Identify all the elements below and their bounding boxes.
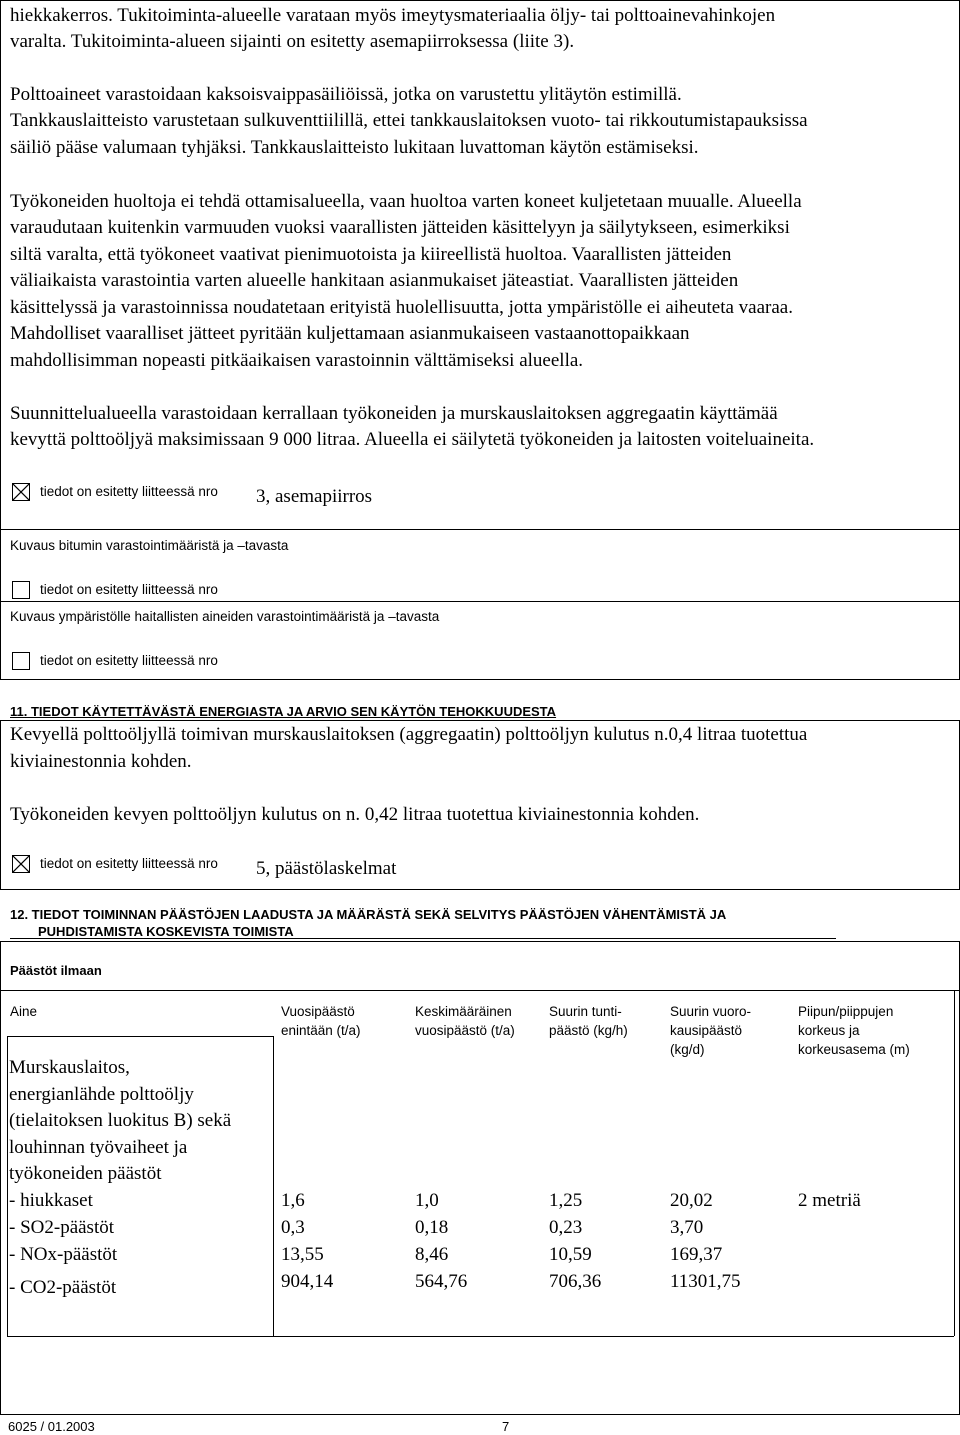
- para3-line7: mahdollisimman nopeasti pitkäaikaisen varastoinnin välttämiseksi alueella.: [10, 350, 584, 371]
- para4-line2: kevyttä polttoöljyä maksimissaan 9 000 litraa. Alueella ei säilytetä työkoneiden ja laitosten voiteluaineita.: [10, 429, 815, 450]
- attachment-value: 3, asemapiirros: [256, 486, 373, 507]
- attachment-label: tiedot on esitetty liitteessä nro: [40, 484, 218, 499]
- table-cell-vuoro: 3,70: [670, 1217, 704, 1238]
- para3-line2: varaudutaan kuitenkin varmuuden vuoksi vaarallisten jätteiden käsittelyyn ja säilytykseen, esimerkiksi: [10, 217, 790, 238]
- table-cell-keski: 1,0: [415, 1190, 439, 1211]
- source-line: louhinnan työvaiheet ja: [9, 1137, 188, 1158]
- heading-underline: [10, 938, 836, 939]
- checkmark-x-icon: [13, 856, 29, 872]
- table-border: [273, 1036, 274, 1336]
- para4-line1: Suunnittelualueella varastoidaan kerrallaan työkoneiden ja murskauslaitoksen aggregaatin käyttämää: [10, 403, 778, 424]
- col-header-tunti: Suurin tunti- päästö (kg/h): [549, 1004, 628, 1038]
- source-line: (tielaitoksen luokitus B) sekä: [9, 1110, 232, 1131]
- table-cell-tunti: 10,59: [549, 1244, 592, 1265]
- table-cell-tunti: 1,25: [549, 1190, 583, 1211]
- air-emissions-subheading: Päästöt ilmaan: [10, 963, 102, 978]
- para3-line3: siltä varalta, että työkoneet vaativat pienimuotoista ja kiireellistä huoltoa. Vaarallisten jätteiden: [10, 244, 732, 265]
- para2-line1: Polttoaineet varastoidaan kaksoisvaippasäiliöissä, jotka on varustettu ylitäytön estimillä.: [10, 84, 682, 105]
- table-cell-vuosi: 904,14: [281, 1271, 334, 1292]
- col-header-vuoro: Suurin vuoro- kausipäästö (kg/d): [670, 1004, 752, 1057]
- para2-line2: Tankkauslaitteisto varustetaan sulkuventtiilillä, ettei tankkauslaitoksen vuoto- tai rikkoutumistapauksissa: [10, 110, 808, 131]
- table-cell-vuoro: 11301,75: [670, 1271, 741, 1292]
- table-cell-tunti: 706,36: [549, 1271, 602, 1292]
- section-11-heading: 11. TIEDOT KÄYTETTÄVÄSTÄ ENERGIASTA JA ARVIO SEN KÄYTÖN TEHOKKUUDESTA: [10, 704, 557, 719]
- s11-attachment-label: tiedot on esitetty liitteessä nro: [40, 856, 218, 871]
- table-row-aine: - NOx-päästöt: [9, 1244, 118, 1265]
- section-12-heading-line1: 12. TIEDOT TOIMINNAN PÄÄSTÖJEN LAADUSTA JA MÄÄRÄSTÄ SEKÄ SELVITYS PÄÄSTÖJEN VÄHENTÄMISTÄ JA: [10, 907, 727, 922]
- table-cell-vuosi: 0,3: [281, 1217, 305, 1238]
- table-cell-vuosi: 13,55: [281, 1244, 324, 1265]
- attachment-checkbox-checked[interactable]: [12, 483, 30, 501]
- para3-line5: käsittelyssä ja varastoinnissa noudatetaan erityistä huolellisuutta, jotta ympäristölle ei aiheuteta vaaraa.: [10, 297, 793, 318]
- table-row-aine: - SO2-päästöt: [9, 1217, 115, 1238]
- table-border: [954, 990, 955, 1336]
- table-cell-tunti: 0,23: [549, 1217, 583, 1238]
- table-cell-keski: 564,76: [415, 1271, 468, 1292]
- divider: [0, 990, 960, 991]
- hazard-attachment-label: tiedot on esitetty liitteessä nro: [40, 653, 218, 668]
- s11-line3: Työkoneiden kevyen polttoöljyn kulutus on n. 0,42 litraa tuotettua kiviainestonnia kohden.: [10, 804, 700, 825]
- table-cell-vuoro: 20,02: [670, 1190, 713, 1211]
- s11-attachment-value: 5, päästölaskelmat: [256, 858, 397, 879]
- bitumen-attachment-label: tiedot on esitetty liitteessä nro: [40, 582, 218, 597]
- hazard-label: Kuvaus ympäristölle haitallisten aineiden varastointimääristä ja –tavasta: [10, 609, 440, 624]
- page-number: 7: [502, 1419, 510, 1434]
- table-border: [7, 1036, 8, 1336]
- section-12-heading-line2: PUHDISTAMISTA KOSKEVISTA TOIMISTA: [38, 924, 294, 939]
- s11-line2: kiviainestonnia kohden.: [10, 751, 192, 772]
- table-cell-vuosi: 1,6: [281, 1190, 305, 1211]
- table-row-aine: - hiukkaset: [9, 1190, 93, 1211]
- col-header-vuosi: Vuosipäästö enintään (t/a): [281, 1004, 361, 1038]
- bitumen-label: Kuvaus bitumin varastointimääristä ja –tavasta: [10, 538, 289, 553]
- source-line: työkoneiden päästöt: [9, 1163, 162, 1184]
- table-border: [7, 1336, 954, 1337]
- col-header-keski: Keskimääräinen vuosipäästö (t/a): [415, 1004, 515, 1038]
- bitumen-checkbox[interactable]: [12, 581, 30, 599]
- table-cell-piippu: 2 metriä: [798, 1190, 861, 1211]
- para1-line1: hiekkakerros. Tukitoiminta-alueelle varataan myös imeytysmateriaalia öljy- tai polttoainevahinkojen: [10, 5, 776, 26]
- hazard-checkbox[interactable]: [12, 652, 30, 670]
- form-code: 6025 / 01.2003: [8, 1419, 95, 1434]
- source-line: Murskauslaitos,: [9, 1057, 130, 1078]
- para1-line2: varalta. Tukitoiminta-alueen sijainti on esitetty asemapiirroksessa (liite 3).: [10, 31, 575, 52]
- aine-cell-border: [7, 1036, 273, 1037]
- para3-line6: Mahdolliset vaaralliset jätteet pyritään kuljettamaan asianmukaiseen vastaanottopaikkaan: [10, 323, 690, 344]
- col-header-aine: Aine: [10, 1004, 38, 1019]
- col-header-piippu: Piipun/piippujen korkeus ja korkeusasema (m): [798, 1004, 910, 1057]
- source-line: energianlähde polttoöljy: [9, 1084, 194, 1105]
- table-cell-keski: 8,46: [415, 1244, 449, 1265]
- divider: [0, 601, 960, 602]
- table-row-aine: - CO2-päästöt: [9, 1277, 117, 1298]
- para2-line3: säiliö pääse valumaan tyhjäksi. Tankkauslaitteisto lukitaan luvattoman käytön estämiseksi.: [10, 137, 699, 158]
- checkmark-x-icon: [13, 484, 29, 500]
- table-cell-keski: 0,18: [415, 1217, 449, 1238]
- table-cell-vuoro: 169,37: [670, 1244, 723, 1265]
- para3-line1: Työkoneiden huoltoja ei tehdä ottamisalueella, vaan huoltoa varten koneet kuljetetaan muualle. Alueella: [10, 191, 802, 212]
- s11-line1: Kevyellä polttoöljyllä toimivan murskauslaitoksen (aggregaatin) polttoöljyn kulutus n.0,4 litraa tuotettua: [10, 724, 808, 745]
- para3-line4: väliaikaista varastointia varten alueelle hankitaan asianmukaiset jäteastiat. Vaarallisten jätteiden: [10, 270, 739, 291]
- divider: [0, 529, 960, 530]
- s11-attachment-checkbox-checked[interactable]: [12, 855, 30, 873]
